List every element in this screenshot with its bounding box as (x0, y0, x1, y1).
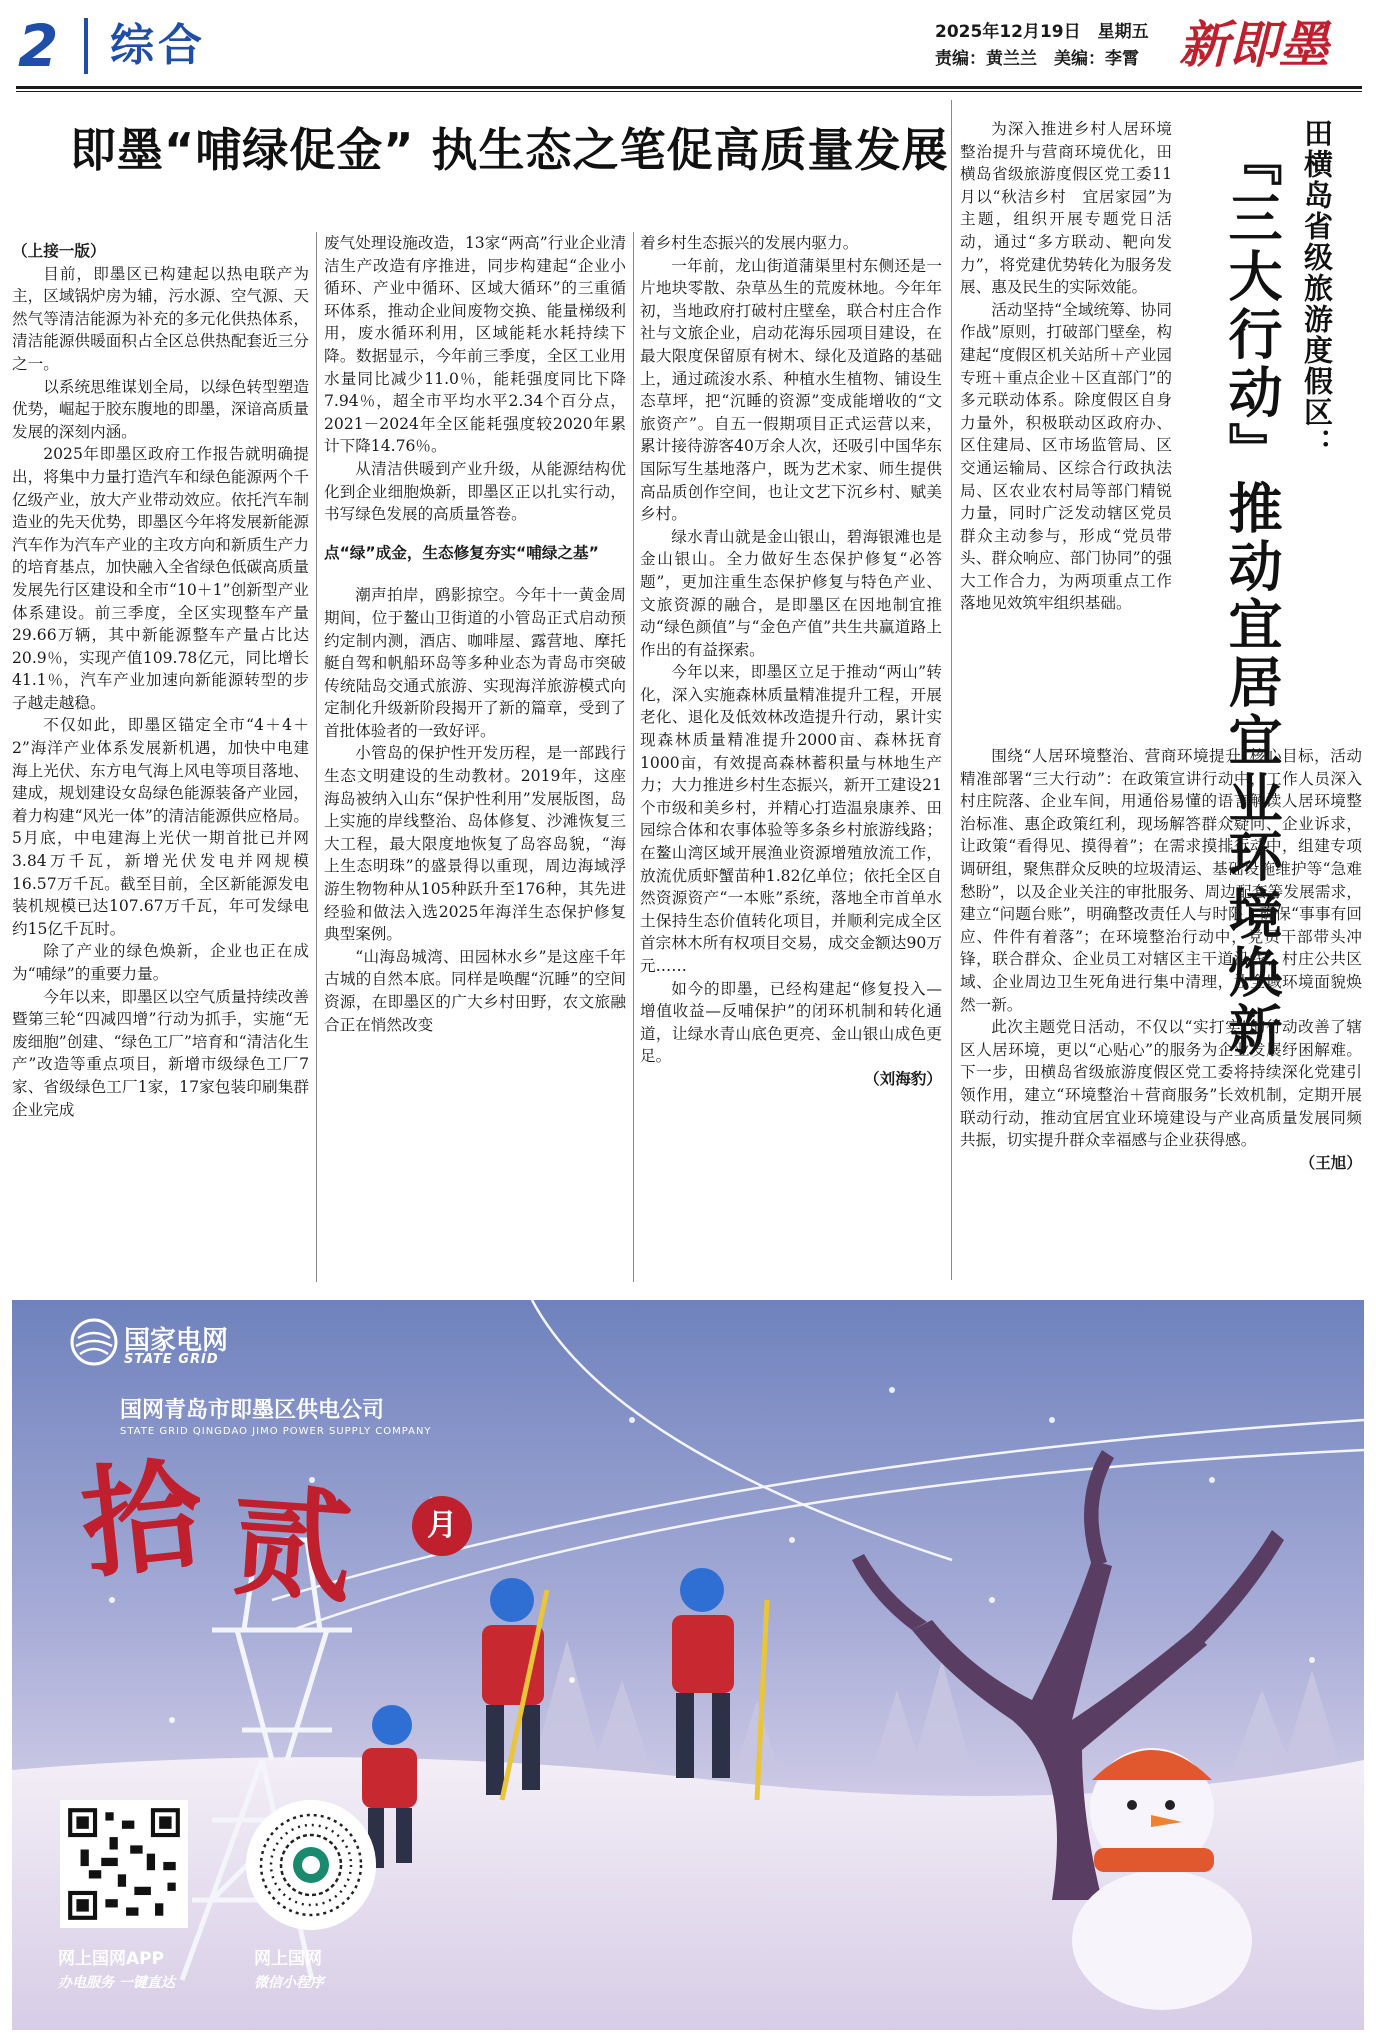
side-article-headline: 『三大行动』推动宜居宜业环境焕新 (1220, 132, 1283, 1060)
paragraph: 以系统思维谋划全局，以绿色转型塑造优势，崛起于胶东腹地的即墨，深谙高质量发展的深刻内涵。 (12, 377, 309, 441)
paragraph: 2025年即墨区政府工作报告就明确提出，将集中力量打造汽车和绿色能源两个千亿级产业，放大产业带动效应。依托汽车制造业的先天优势，即墨区今年将发展新能源汽车作为汽车产业的主攻方向和新质生产力的培育基点，加快融入全省绿色低碳高质量发展先行区建设和全市“10＋1”创新型产业体系建设。前三季度，全区实现整车产量29.66万辆，其中新能源整车产量占比达20.9％，实现产值109.78亿元，同比增长41.1％，汽车产业加速向新能源转型的步子越走越稳。 (12, 445, 309, 712)
masthead-divider (84, 18, 88, 74)
paragraph: 一年前，龙山街道蒲渠里村东侧还是一片地块零散、杂草丛生的荒废林地。今年年初，当地政府打破村庄壁垒，联合村庄合作社与文旅企业，启动花海乐园项目建设，在最大限度保留原有树木、绿化及道路的基础上，通过疏浚水系、种植水生植物、铺设生态草坪，把“沉睡的资源”变成能增收的“文旅资产”。自五一假期项目正式运营以来，累计接待游客40万余人次，还吸引中国华东国际写生基地落户，既为艺术家、师生提供高品质创作空间，也让文艺下沉乡村、赋美乡村。 (640, 256, 942, 524)
month-badge: 月 (412, 1496, 472, 1556)
side-article-column-1 (960, 118, 1172, 615)
mini-program-code[interactable] (246, 1800, 376, 1930)
state-grid-advertisement (12, 1300, 1364, 2030)
paragraph: 潮声拍岸，鸥影掠空。今年十一黄金周期间，位于鳌山卫街道的小管岛正式启动预约定制内测，酒店、咖啡屋、露营地、摩托艇自驾和帆船环岛等多种业态为青岛市突破传统陆岛交通式旅游、实现海洋旅游模式向定制化升级新阶段揭开了新的篇章，受到了首批体验者的一致好评。 (324, 586, 626, 740)
month-char-two: 贰 (227, 1470, 357, 1621)
qr-app-sublabel: 办电服务 一键直达 (58, 1975, 175, 1991)
newspaper-logo-text: 新即墨 (1179, 15, 1329, 74)
paragraph: 小管岛的保护性开发历程，是一部践行生态文明建设的生动教材。2019年，这座海岛被纳入山东“保护性利用”发展版图，岛上实施的岸线整治、岛体修复、沙滩恢复三大工程，最大限度地恢复了岛容岛貌，“海上生态明珠”的盛景得以重现，周边海域浮游生物物种从105种跃升至176种，其先进经验和做法入选2025年海洋生态保护修复典型案例。 (324, 744, 626, 944)
qr-code-app[interactable] (60, 1800, 188, 1928)
paragraph: 着乡村生态振兴的发展内驱力。 (640, 234, 859, 252)
qr-miniprogram-sublabel: 微信小程序 (254, 1975, 324, 1991)
paragraph: 绿水青山就是金山银山，碧海银滩也是金山银山。全力做好生态保护修复“必答题”，更加注重生态保护修复与特色产业、文旅资源的融合，是即墨区在因地制宜推动“绿色颜值”与“金色产值”共生共赢道路上作出的有益探索。 (640, 527, 942, 659)
column-divider (951, 100, 952, 1280)
column-divider (633, 232, 634, 1282)
column-divider (316, 232, 317, 1282)
month-char-ten: 拾 (74, 1443, 209, 1596)
paragraph: “山海岛城湾、田园林水乡”是这座千年古城的自然本底。同样是唤醒“沉睡”的空间资源，在即墨区的广大乡村田野，农文旅融合正在悄然改变 (324, 947, 626, 1034)
author-byline: （王旭） (1299, 1152, 1362, 1172)
paragraph: 为深入推进乡村人居环境整治提升与营商环境优化，田横岛省级旅游度假区党工委11月以“秋洁乡村 宜居家园”为主题，组织开展专题党日活动，通过“多方联动、靶向发力”，将党建优势转化为服务发展、惠及民生的实际效能。 (960, 120, 1172, 297)
side-article-kicker: 田横岛省级旅游度假区： (1300, 118, 1334, 459)
page-number: 2 (18, 12, 59, 80)
editors-line: 责编：黄兰兰 美编：李霄 (935, 49, 1139, 69)
qr-app-label: 网上国网APP (58, 1949, 165, 1969)
paragraph: 活动坚持“全域统筹、协同作战”原则，打破部门壁垒，构建起“度假区机关站所＋产业园专班＋重点企业＋区直部门”的多元联动体系。除度假区自身力量外，积极联动区政府办、区住建局、区市场监管局、区交通运输局、区综合行政执法局、区农业农村局等部门精锐力量，同时广泛发动辖区党员群众主动参与，形成“党员带头、群众响应、部门协同”的强大工作合力，为两项重点工作落地见效筑牢组织基础。 (960, 300, 1172, 613)
company-name-en: STATE GRID QINGDAO JIMO POWER SUPPLY COMPANY (120, 1426, 432, 1437)
paragraph: 今年以来，即墨区立足于推动“两山”转化，深入实施森林质量精准提升工程，开展老化、退化及低效林改造提升行动，累计实现森林质量精准提升2000亩、森林抚育1000亩，有效提高森林蓄积量与林地生产力；大力推进乡村生态振兴，新开工建设21个市级和美乡村，并精心打造温泉康养、田园综合体和农事体验等多条乡村旅游线路；在鳌山湾区域开展渔业资源增殖放流工作，放流优质虾蟹苗种1.82亿单位；依托全区自然资源资产“一本账”系统，落地全市首单水土保持生态价值转化项目，并顺利完成全区首宗林木所有权项目交易，成交金额达90万元…… (640, 663, 942, 975)
paragraph: 此次主题党日活动，不仅以“实打实”的行动改善了辖区人居环境，更以“心贴心”的服务为企业发展纾困解难。下一步，田横岛省级旅游度假区党工委将持续深化党建引领作用，建立“环境整治＋营商服务”长效机制，定期开展联动行动，推动宜居宜业环境建设与产业高质量发展同频共振，切实提升群众幸福感与企业获得感。 (960, 1018, 1362, 1150)
article-column-2 (324, 232, 626, 1036)
paragraph: 目前，即墨区已构建起以热电联产为主，区域锅炉房为辅，污水源、空气源、天然气等清洁能源为补充的多元化供热体系，清洁能源供暖面积占全区总供热配套近三分之一。 (12, 264, 309, 373)
author-byline: （刘海豹） (864, 1068, 942, 1088)
article-column-1 (12, 240, 309, 1121)
state-grid-logo-icon (70, 1318, 118, 1366)
newspaper-logo (1175, 12, 1365, 74)
brand-name-en: STATE GRID (124, 1352, 219, 1367)
masthead-rule-thin (16, 91, 1362, 92)
paragraph: 今年以来，即墨区以空气质量持续改善暨第三轮“四减四增”行动为抓手，实施“无废细胞”创建、“绿色工厂”培育和“清洁化生产”改造等重点项目，新增市级绿色工厂7家、省级绿色工厂1家，17家包装印刷集群企业完成 (12, 987, 309, 1119)
section-title: 综合 (110, 20, 206, 71)
paragraph: 如今的即墨，已经构建起“修复投入—增值收益—反哺保护”的闭环机制和转化通道，让绿水青山底色更亮、金山银山成色更足。 (640, 979, 942, 1066)
article-column-3 (640, 232, 942, 1091)
paragraph: 从清洁供暖到产业升级，从能源结构优化到企业细胞焕新，即墨区正以扎实行动，书写绿色发展的高质量答卷。 (324, 459, 626, 524)
continued-note: （上接一版） (12, 241, 106, 260)
side-article-column-2 (960, 745, 1362, 1174)
brand-name: 国家电网 (124, 1326, 229, 1356)
paragraph: 废气处理设施改造，13家“两高”行业企业清洁生产改造有序推进，同步构建起“企业小循环、产业中循环、区域大循环”的三重循环体系，推动企业间废物交换、能量梯级利用，废水循环利用，区域能耗水耗持续下降。数据显示，今年前三季度，全区工业用水量同比减少11.0％，能耗强度同比下降7.94％，超全市平均水平2.34个百分点，2021－2024年全区能耗强度较2020年累计下降14.76％。 (324, 234, 626, 456)
qr-miniprogram-label: 网上国网 (254, 1949, 322, 1969)
paragraph: 不仅如此，即墨区锚定全市“4＋4＋2”海洋产业体系发展新机遇，加快中电建海上光伏、东方电气海上风电等项目落地、建成，规划建设女岛绿色能源装备产业园，着力构建“风光一体”的清洁能源供应格局。5月底，中电建海上光伏一期首批已并网3.84万千瓦，新增光伏发电并网规模16.57万千瓦。截至目前，全区新能源发电装机规模已达107.67万千瓦，年可发绿电约15亿千瓦时。 (12, 716, 309, 938)
masthead-rule (16, 86, 1362, 89)
main-headline: 即墨“哺绿促金” 执生态之笔促高质量发展 (70, 123, 949, 177)
issue-date: 2025年12月19日 星期五 (935, 22, 1149, 42)
paragraph: 除了产业的绿色焕新，企业也正在成为“哺绿”的重要力量。 (12, 942, 309, 983)
company-name: 国网青岛市即墨区供电公司 (120, 1398, 385, 1423)
paragraph: 围绕“人居环境整治、营商环境提升”核心目标，活动精准部署“三大行动”：在政策宣讲行动中，工作人员深入村庄院落、企业车间，用通俗易懂的语言解读人居环境整治标准、惠企政策红利，现场解答群众疑问、企业诉求，让政策“看得见、摸得着”；在需求摸排行动中，组建专项调研组，聚焦群众反映的垃圾清运、基础设施维护等“急难愁盼”，以及企业关注的审批服务、周边配套等发展需求，建立“问题台账”，明确整改责任人与时限，确保“事事有回应、件件有着落”；在环境整治行动中，党员干部带头冲锋，联合群众、企业员工对辖区主干道沿线、村庄公共区域、企业周边卫生死角进行集中清理，让全域环境面貌焕然一新。 (960, 747, 1362, 1014)
section-subheading: 点“绿”成金，生态修复夯实“哺绿之基” (324, 543, 599, 562)
